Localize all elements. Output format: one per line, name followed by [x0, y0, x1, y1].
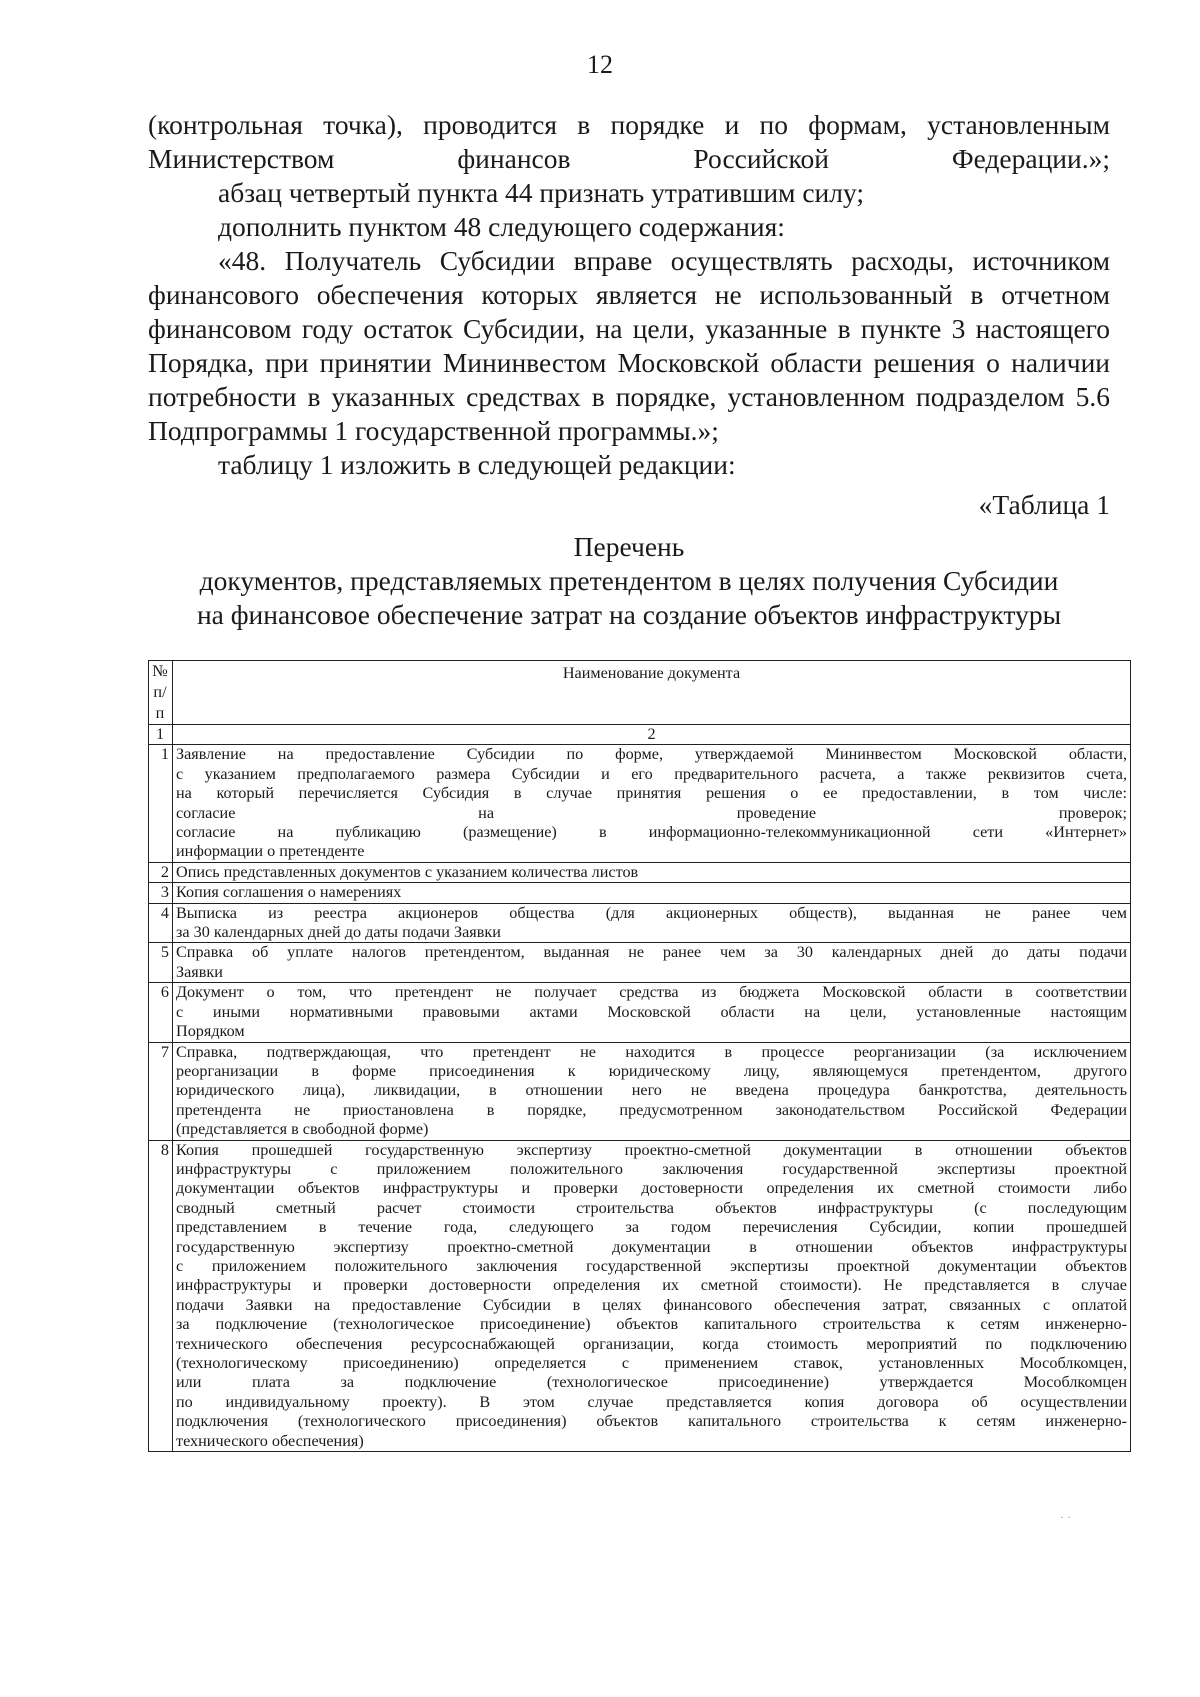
table-row [149, 983, 1131, 1042]
row-text-line: с приложением положительного заключения государственной экспертизы проектной документации объектов [176, 1256, 1127, 1275]
row-text-line: согласие на публикацию (размещение) в информационно-телекоммуникационной сети «Интернет» [176, 823, 1127, 842]
index-name: 2 [173, 725, 1131, 745]
table-row [149, 1042, 1131, 1140]
row-document-name [173, 1140, 1131, 1452]
row-text-line: сводный сметный расчет стоимости строительства объектов инфраструктуры (с последующим [176, 1198, 1127, 1217]
row-text-line: документации объектов инфраструктуры и проверки достоверности определения их сметной стоимости либо [176, 1179, 1127, 1198]
table-row [149, 903, 1131, 943]
header-name: Наименование документа [173, 661, 1131, 725]
row-number: 2 [149, 862, 173, 882]
row-text-line: за 30 календарных дней до даты подачи Заявки [176, 923, 501, 942]
row-document-name [173, 883, 1131, 903]
row-text-line: технического обеспечения) [176, 1431, 364, 1450]
index-num: 1 [149, 725, 173, 745]
row-text-line: Опись представленных документов с указанием количества листов [176, 862, 639, 881]
table-row [149, 745, 1131, 862]
table-caption: «Таблица 1 [978, 489, 1110, 520]
row-text-line: Заявки [176, 962, 223, 981]
row-number: 7 [149, 1042, 173, 1140]
table-header-row [149, 661, 1131, 725]
paragraph-4: «48. Получатель Субсидии вправе осуществлять расходы, источником финансового обеспечения которых является не использованный в отчетном финансовом году остаток Субсидии, на цели, указанные в пункте 3 настоящего Порядка, при принятии Мининвестом Московской области решения о наличии потребности в указанных средствах в порядке, установленном подразделом 5.6 Подпрограммы 1 государственной программы.»; [148, 245, 1110, 446]
row-number: 6 [149, 983, 173, 1042]
row-text-line: Заявление на предоставление Субсидии по форме, утверждаемой Мининвестом Московской области, [176, 745, 1127, 764]
row-number: 4 [149, 903, 173, 943]
row-text-line: Выписка из реестра акционеров общества (для акционерных обществ), выданная не ранее чем [176, 903, 1127, 922]
row-text-line: информации о претенденте [176, 842, 365, 861]
row-text-line: согласие на проведение проверок; [176, 803, 1127, 822]
body-text [148, 108, 1110, 522]
row-text-line: подачи Заявки на предоставление Субсидии в целях финансового обеспечения затрат, связанных с оплатой [176, 1295, 1127, 1314]
paragraph-1: (контрольная точка), проводится в порядке и по формам, установленным Министерством финансов Российской Федерации.»; [148, 109, 1110, 174]
table-index-row [149, 725, 1131, 745]
row-text-line: по индивидуальному проекту). В этом случае представляется копия договора об осуществлении [176, 1392, 1127, 1411]
row-number: 8 [149, 1140, 173, 1452]
row-document-name [173, 983, 1131, 1042]
table-row [149, 862, 1131, 882]
row-text-line: инфраструктуры и проверки достоверности определения их сметной стоимости). Не представляется в случае [176, 1276, 1127, 1295]
paragraph-3: дополнить пунктом 48 следующего содержания: [218, 211, 785, 242]
row-text-line: претендента не приостановлена в порядке, предусмотренном законодательством Российской Федерации [176, 1100, 1127, 1119]
table-row [149, 1140, 1131, 1452]
row-text-line: (технологическому присоединению) определяется с применением ставок, установленных Мособлкомцен, [176, 1354, 1127, 1372]
page-number: 12 [587, 50, 613, 79]
scan-mark: · · [1060, 1510, 1071, 1524]
row-text-line: за подключение (технологическое присоединение) объектов капитального строительства к сетям инженерно- [176, 1315, 1127, 1334]
row-text-line: Справка об уплате налогов претендентом, выданная не ранее чем за 30 календарных дней до даты подачи [176, 943, 1127, 962]
documents-table [148, 660, 1131, 1452]
row-document-name [173, 943, 1131, 983]
row-text-line: представлением в течение года, следующего за годом перечисления Субсидии, копии прошедшей [176, 1218, 1127, 1237]
row-number: 5 [149, 943, 173, 983]
table-heading [148, 530, 1110, 632]
row-text-line: на который перечисляется Субсидия в случае принятия решения о ее предоставлении, в том числе: [176, 784, 1127, 803]
row-text-line: Справка, подтверждающая, что претендент не находится в процессе реорганизации (за исключением [176, 1042, 1127, 1061]
row-text-line: юридического лица), ликвидации, в отношении него не введена процедура банкротства, деятельность [176, 1081, 1127, 1100]
heading-title: Перечень [573, 531, 685, 562]
row-text-line: Документ о том, что претендент не получает средства из бюджета Московской области в соответствии [176, 983, 1127, 1002]
row-text-line: реорганизации в форме присоединения к юридическому лицу, являющемуся претендентом, другого [176, 1061, 1127, 1080]
row-document-name [173, 903, 1131, 943]
row-number: 3 [149, 883, 173, 903]
row-text-line: Порядком [176, 1022, 245, 1041]
row-text-line: подключения (технологического присоединения) объектов капитального строительства к сетям инженерно- [176, 1412, 1127, 1431]
paragraph-5: таблицу 1 изложить в следующей редакции: [218, 449, 736, 480]
header-num: № п/п [149, 661, 173, 725]
row-document-name [173, 745, 1131, 862]
row-number: 1 [149, 745, 173, 862]
row-text-line: или плата за подключение (технологическое присоединение) утверждается Мособлкомцен [176, 1373, 1127, 1392]
table-row [149, 883, 1131, 903]
table-row [149, 943, 1131, 983]
row-text-line: Копия прошедшей государственную экспертизу проектно-сметной документации в отношении объектов [176, 1140, 1127, 1159]
heading-line-2: на финансовое обеспечение затрат на создание объектов инфраструктуры [196, 599, 1062, 630]
row-document-name [173, 862, 1131, 882]
row-text-line: инфраструктуры с приложением положительного заключения государственной экспертизы проектной [176, 1159, 1127, 1178]
row-text-line: с указанием предполагаемого размера Субсидии и его предварительного расчета, а также реквизитов счета, [176, 764, 1127, 783]
row-text-line: с иными нормативными правовыми актами Московской области на цели, установленные настоящим [176, 1002, 1127, 1021]
row-text-line: государственную экспертизу проектно-сметной документации в отношении объектов инфраструктуры [176, 1237, 1127, 1256]
row-text-line: (представляется в свободной форме) [176, 1120, 429, 1139]
row-text-line: технического обеспечения ресурсоснабжающей организации, когда стоимость мероприятий по подключению [176, 1334, 1127, 1353]
heading-line-1: документов, представляемых претендентом в целях получения Субсидии [199, 565, 1059, 596]
row-text-line: Копия соглашения о намерениях [176, 883, 402, 902]
row-document-name [173, 1042, 1131, 1140]
paragraph-2: абзац четвертый пункта 44 признать утратившим силу; [218, 177, 865, 208]
